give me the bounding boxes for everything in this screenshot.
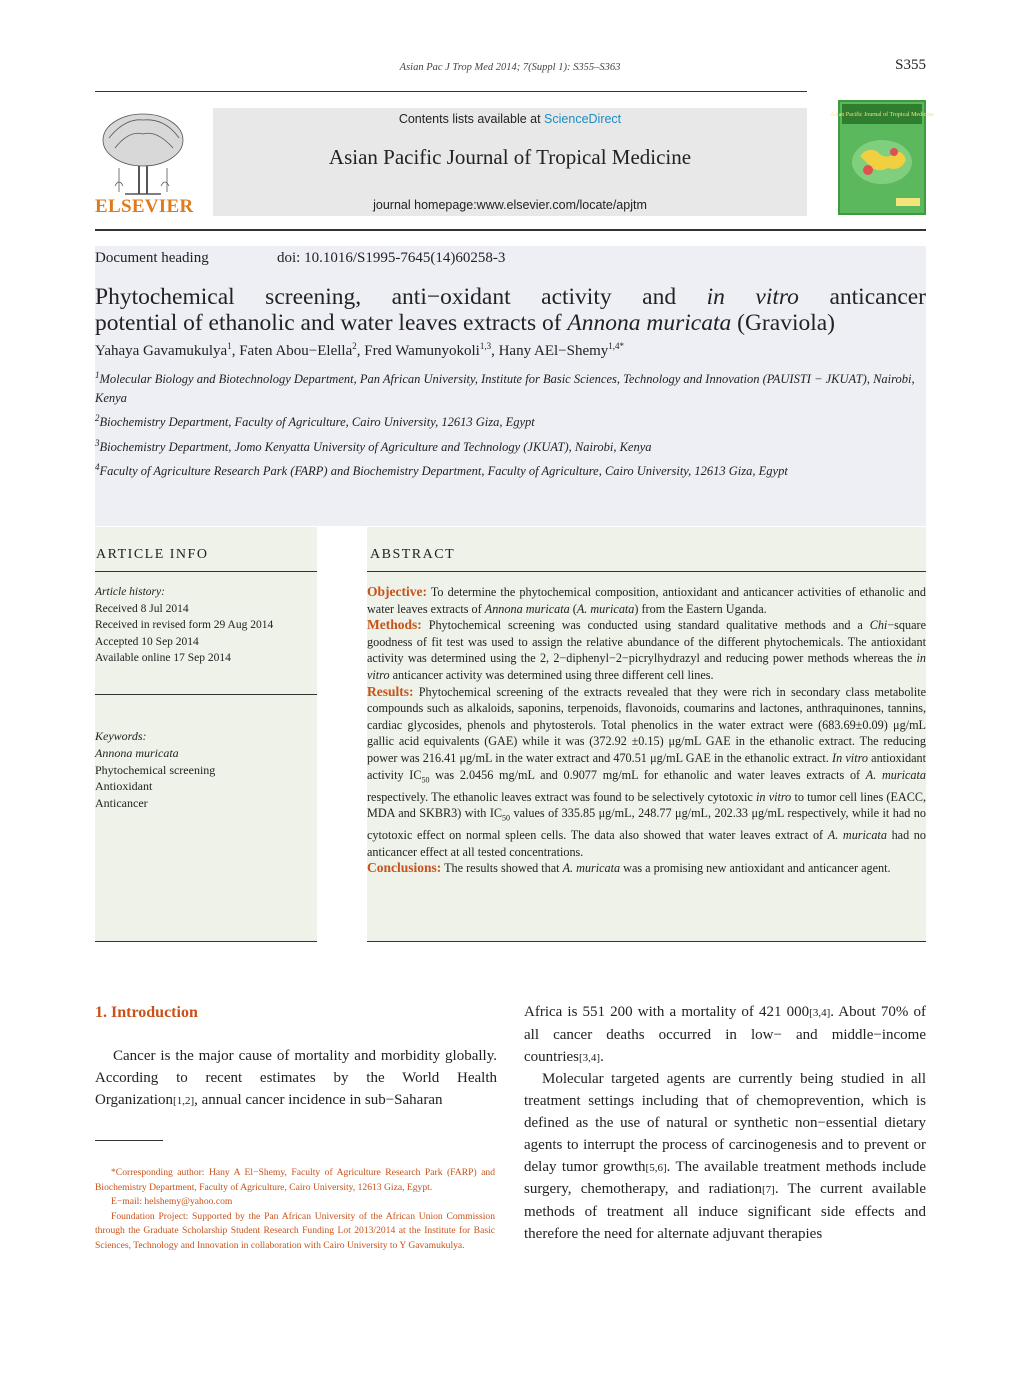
affil-sup: 1: [95, 369, 100, 380]
abstract-text: had no anticancer effect at all tested concentrations.: [367, 828, 926, 859]
citation[interactable]: [5,6]: [645, 1161, 667, 1174]
abstract-heading: ABSTRACT: [370, 547, 456, 562]
abstract-rule: [367, 941, 926, 942]
species-name: A. muricata: [576, 601, 635, 616]
title-text: (Graviola): [731, 310, 836, 336]
abstract-text: respectively. The ethanolic leaves extract was found to be selectively cytotoxic: [367, 789, 757, 804]
info-rule: [95, 941, 317, 942]
contents-prefix: Contents lists available at: [398, 112, 545, 126]
abstract-rule: [367, 571, 926, 572]
keyword: Anticancer: [95, 796, 148, 811]
abstract-text: Phytochemical screening of the extracts revealed that they were rich in secondary class metabolite compounds such as alkaloids, saponins, terpenoids, flavonoids, coumarins and lactones, anthraquinones, tannins, cardiac glycosides, phenols and phytosterols. Total phenolics in the water extract were (683.69±0.09) μg/mL gallic acid equivalents (GAE) while it was (372.92 ±0.15) μg/mL GAE in the ethanolic extract. The reducing power was 216.41 μg/mL in the water extract and 470.51 μg/mL GAE in the ethanolic extract.: [367, 684, 926, 765]
abstract-text: Phytochemical screening was conducted using standard qualitative methods and a: [421, 618, 870, 633]
abstract-subscript: 50: [421, 774, 430, 784]
author-name: Yahaya Gavamukulya: [95, 343, 228, 359]
citation[interactable]: [7]: [761, 1184, 775, 1197]
header-rule: [95, 91, 807, 92]
body-text: Africa is 551 200 with a mortality of 421 000: [524, 1004, 810, 1020]
abstract-text: was a promising new antioxidant and anticancer agent.: [620, 861, 891, 876]
body-paragraph: [95, 1046, 497, 1112]
history-label: Article history:: [95, 586, 165, 598]
abstract-text: −square goodness of fit test was used to assign the relative abundance of the different phytochemicals. The antioxidant activity was determined using the 2, 2−diphenyl−2−picrylhydrazyl and reducing power methods whereas the: [367, 618, 926, 666]
section-heading-introduction: 1. Introduction: [95, 1004, 198, 1021]
abstract-objective: [367, 584, 926, 617]
footnote-rule: [95, 1140, 163, 1141]
history-online: Available online 17 Sep 2014: [95, 652, 231, 664]
body-text: .: [600, 1048, 604, 1065]
abstract-text: ) from the Eastern Uganda.: [634, 601, 767, 616]
citation[interactable]: [3,4]: [809, 1007, 831, 1019]
body-paragraph: [524, 1002, 926, 1069]
abstract-text: The results showed that: [441, 861, 563, 876]
affiliation-2: [95, 413, 926, 432]
keywords-label: Keywords:: [95, 729, 147, 743]
elsevier-wordmark: ELSEVIER: [95, 196, 194, 217]
journal-homepage-link[interactable]: journal homepage:www.elsevier.com/locate/apjtm: [373, 198, 647, 212]
affil-text: Biochemistry Department, Jomo Kenyatta University of Agriculture and Technology (JKUAT), Nairobi, Kenya: [99, 440, 652, 454]
keyword: Phytochemical screening: [95, 762, 216, 777]
title-text: Phytochemical screening, anti−oxidant activity and: [95, 284, 707, 310]
footnotes: [95, 1166, 495, 1254]
species-name: Annona muricata: [484, 601, 570, 616]
affil-sup: 2: [95, 412, 100, 423]
article-history: [95, 584, 317, 667]
body-text: . The current available methods of treatment all induce significant side effects and therefore the need for alternate adjuvant therapies: [524, 1181, 926, 1242]
keyword: Annona muricata: [95, 745, 179, 760]
species-name: A. muricata: [562, 861, 621, 876]
title-text: anticancer: [798, 284, 927, 310]
contents-line: [213, 112, 807, 126]
body-paragraph: [524, 1069, 926, 1245]
body-text: . About 70% of all cancer deaths occurred in low− and middle−income countries: [524, 1004, 926, 1065]
abstract-text: to tumor cell lines (EACC, MDA and SKBR3) with IC: [367, 789, 927, 821]
journal-cover-image: [830, 100, 934, 215]
abstract-text: To determine the phytochemical composition, antioxidant and anticancer activities of ethanolic and water leaves extracts of: [367, 585, 926, 616]
history-received: Received 8 Jul 2014: [95, 602, 189, 615]
footnote-corresponding-author: *Corresponding author: Hany A El−Shemy, Faculty of Agriculture Research Park (FARP) and Biochemistry Department, Faculty of Agriculture, Cairo University, 12613 Giza, Egypt.: [95, 1167, 495, 1193]
abstract-text: anticancer activity was determined using three different cell lines.: [389, 667, 714, 682]
doi[interactable]: doi: 10.1016/S1995-7645(14)60258-3: [277, 250, 506, 266]
body-text: . The available treatment methods include surgery, chemotherapy, and radiation: [524, 1158, 926, 1198]
abstract-italic: In vitro: [832, 750, 868, 765]
author-list: [95, 343, 926, 360]
footnote-foundation: Foundation Project: Supported by the Pan African University of the African Union Commission through the Graduate Scholarship Student Research Funding Lot 2013/2014 at the Institute for Basic Sciences, Technology and Innovation in collaboration with Cairo University to Y Gavamukulya.: [95, 1210, 495, 1251]
abstract-body: [367, 584, 926, 877]
abstract-italic: in vitro: [367, 651, 926, 682]
title-italic: Annona muricata: [567, 310, 732, 336]
objective-label: Objective:: [367, 584, 427, 599]
title-text: potential of ethanolic and water leaves extracts of: [95, 310, 568, 336]
affil-sup: 3: [95, 437, 100, 448]
citation[interactable]: [1,2]: [173, 1094, 195, 1107]
sciencedirect-link[interactable]: ScienceDirect: [544, 112, 622, 126]
abstract-italic: in vitro: [756, 789, 792, 804]
abstract-italic: Chi: [869, 618, 888, 633]
running-head: Asian Pac J Trop Med 2014; 7(Suppl 1): S355–S363: [399, 62, 621, 73]
keywords: [95, 728, 317, 812]
history-revised: Received in revised form 29 Aug 2014: [95, 619, 274, 631]
species-name: A. muricata: [827, 828, 887, 843]
title-italic: in vitro: [706, 284, 799, 310]
abstract-text: values of 335.85 μg/mL, 248.77 μg/mL, 202.33 μg/mL respectively, while it had no cytotoxic effect on normal spleen cells. The data also showed that water leaves extract of: [367, 806, 926, 843]
species-name: A. muricata: [865, 767, 926, 782]
body-column-right: [524, 1002, 926, 1246]
article-title-line-2: [95, 310, 926, 336]
body-column-left: [95, 1046, 497, 1112]
article-title-line-1: [95, 284, 926, 310]
cover-title-text: Asian Pacific Journal of Tropical Medicine: [830, 112, 934, 118]
abstract-text: (: [569, 601, 577, 616]
results-label: Results:: [367, 683, 414, 699]
abstract-text: was 2.0456 mg/mL and 0.9077 mg/mL for ethanolic and water leaves extracts of: [429, 767, 866, 782]
affiliation-3: [95, 438, 926, 457]
citation[interactable]: [3,4]: [578, 1051, 601, 1064]
journal-title: Asian Pacific Journal of Tropical Medicine: [328, 145, 692, 169]
author-affil-sup: 1,4*: [608, 341, 625, 351]
affil-text: Biochemistry Department, Faculty of Agriculture, Cairo University, 12613 Giza, Egypt: [99, 415, 535, 429]
keyword: Antioxidant: [95, 779, 153, 794]
abstract-methods: [367, 617, 926, 683]
abstract-conclusions: [367, 860, 926, 877]
document-heading: Document heading: [95, 250, 209, 266]
affil-text: Faculty of Agriculture Research Park (FARP) and Biochemistry Department, Faculty of Agriculture, Cairo University, 12613 Giza, Egypt: [99, 464, 788, 478]
author-affil-sup: 2: [352, 341, 357, 351]
author-affil-sup: 1: [227, 341, 232, 351]
info-rule: [95, 694, 317, 695]
author-name: , Hany AEl−Shemy: [491, 343, 609, 359]
affil-sup: 4: [95, 461, 100, 472]
page-number: S355: [895, 57, 926, 73]
body-text: , annual cancer incidence in sub−Saharan: [194, 1091, 443, 1108]
abstract-text: antioxidant activity IC: [367, 750, 926, 782]
history-accepted: Accepted 10 Sep 2014: [95, 635, 199, 648]
footnote-email[interactable]: E−mail: helshemy@yahoo.com: [111, 1196, 233, 1208]
body-text: Cancer is the major cause of mortality and morbidity globally. According to recent estimates by the World Health Organization: [95, 1048, 497, 1108]
article-info-heading: ARTICLE INFO: [96, 547, 209, 562]
author-name: , Fred Wamunyokoli: [356, 343, 480, 359]
abstract-results: [367, 684, 926, 861]
masthead-rule: [95, 229, 926, 231]
conclusions-label: Conclusions:: [367, 860, 442, 876]
affiliation-4: [95, 462, 926, 481]
methods-label: Methods:: [367, 617, 422, 633]
abstract-subscript: 50: [502, 813, 511, 823]
author-name: , Faten Abou−Elella: [231, 343, 353, 359]
author-affil-sup: 1,3: [479, 341, 492, 351]
affiliation-1: [95, 370, 926, 408]
body-text: Molecular targeted agents are currently being studied in all treatment settings including that of chemoprevention, which is defined as the use of natural or synthetic non−essential dietary agents to interrupt the process of carcinogenesis and to prevent or delay tumor growth: [524, 1071, 926, 1175]
info-rule: [95, 571, 317, 572]
affil-text: Molecular Biology and Biotechnology Department, Pan African University, Institute for Basic Sciences, Technology and Innovation (PAUISTI − JKUAT), Nairobi, Kenya: [95, 372, 915, 405]
